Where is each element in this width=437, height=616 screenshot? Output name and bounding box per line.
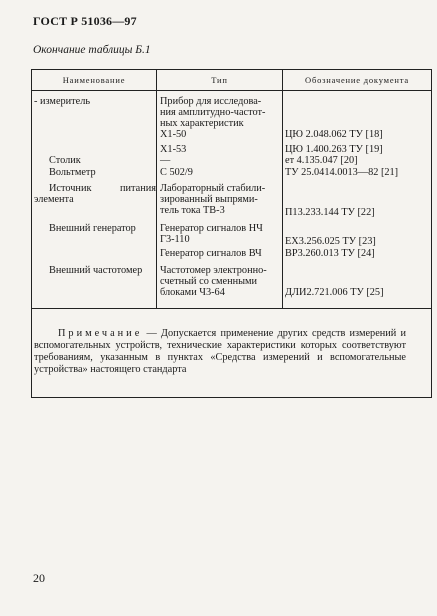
row-type-line: Х1-50 bbox=[160, 129, 187, 140]
row-type-line: блоками Ч3-64 bbox=[160, 287, 225, 298]
row-type-line: Генератор сигналов ВЧ bbox=[160, 248, 262, 259]
row-document: ТУ 25.0414.0013—82 [21] bbox=[285, 167, 399, 178]
page-number: 20 bbox=[33, 571, 45, 585]
header-divider bbox=[32, 90, 431, 91]
column-divider bbox=[156, 70, 157, 309]
column-divider bbox=[282, 70, 283, 309]
row-document: П13.233.144 ТУ [22] bbox=[285, 207, 375, 218]
equipment-table bbox=[31, 69, 432, 398]
note-label: Примечание bbox=[58, 328, 143, 339]
row-type-line: ных характеристик bbox=[160, 118, 244, 129]
row-type-line: С 502/9 bbox=[160, 167, 193, 178]
row-type-line: Частотомер электронно- bbox=[160, 265, 267, 276]
row-name: Источник питания bbox=[49, 183, 156, 194]
row-name: Вольтметр bbox=[49, 167, 96, 178]
row-name: элемента bbox=[34, 194, 74, 205]
row-type-line: зированный выпрями- bbox=[160, 194, 258, 205]
row-type-line: — bbox=[160, 155, 171, 166]
note-text: — Допускается применение других средств измерений и вспомогательных устройств, технические характеристики которых соответствуют требованиям, указанным в пунктах «Средства измерений и вспомогательные устройства» настоящего стандарта bbox=[34, 328, 406, 375]
row-type-line: Х1-53 bbox=[160, 144, 187, 155]
row-type-line: Генератор сигналов НЧ bbox=[160, 223, 263, 234]
row-type-line: счетный со сменными bbox=[160, 276, 258, 287]
row-document: ЦЮ 1.400.263 ТУ [19] bbox=[285, 144, 383, 155]
row-type-line: тель тока ТВ-3 bbox=[160, 205, 225, 216]
row-document: ДЛИ2.721.006 ТУ [25] bbox=[285, 287, 384, 298]
table-caption: Окончание таблицы Б.1 bbox=[33, 44, 151, 56]
document-header: ГОСТ Р 51036—97 bbox=[33, 14, 137, 28]
table-note bbox=[34, 328, 406, 376]
column-header-document: Обозначение документа bbox=[305, 75, 409, 85]
note-divider bbox=[32, 308, 431, 309]
row-document: ВР3.260.013 ТУ [24] bbox=[285, 248, 375, 259]
row-name: - измеритель bbox=[34, 96, 91, 107]
row-name: Столик bbox=[49, 155, 81, 166]
column-header-type: Тип bbox=[211, 75, 228, 85]
row-document: ЕХ3.256.025 ТУ [23] bbox=[285, 236, 376, 247]
row-type-line: Прибор для исследова- bbox=[160, 96, 262, 107]
row-type-line: Лабораторный стабили- bbox=[160, 183, 266, 194]
row-type-line: ния амплитудно-частот- bbox=[160, 107, 266, 118]
column-header-name: Наименование bbox=[62, 75, 126, 85]
row-name: Внешний генератор bbox=[49, 223, 136, 234]
row-name: Внешний частотомер bbox=[49, 265, 143, 276]
row-document: ЦЮ 2.048.062 ТУ [18] bbox=[285, 129, 383, 140]
row-document: ет 4.135.047 [20] bbox=[285, 155, 358, 166]
row-type-line: Г3-110 bbox=[160, 234, 190, 245]
